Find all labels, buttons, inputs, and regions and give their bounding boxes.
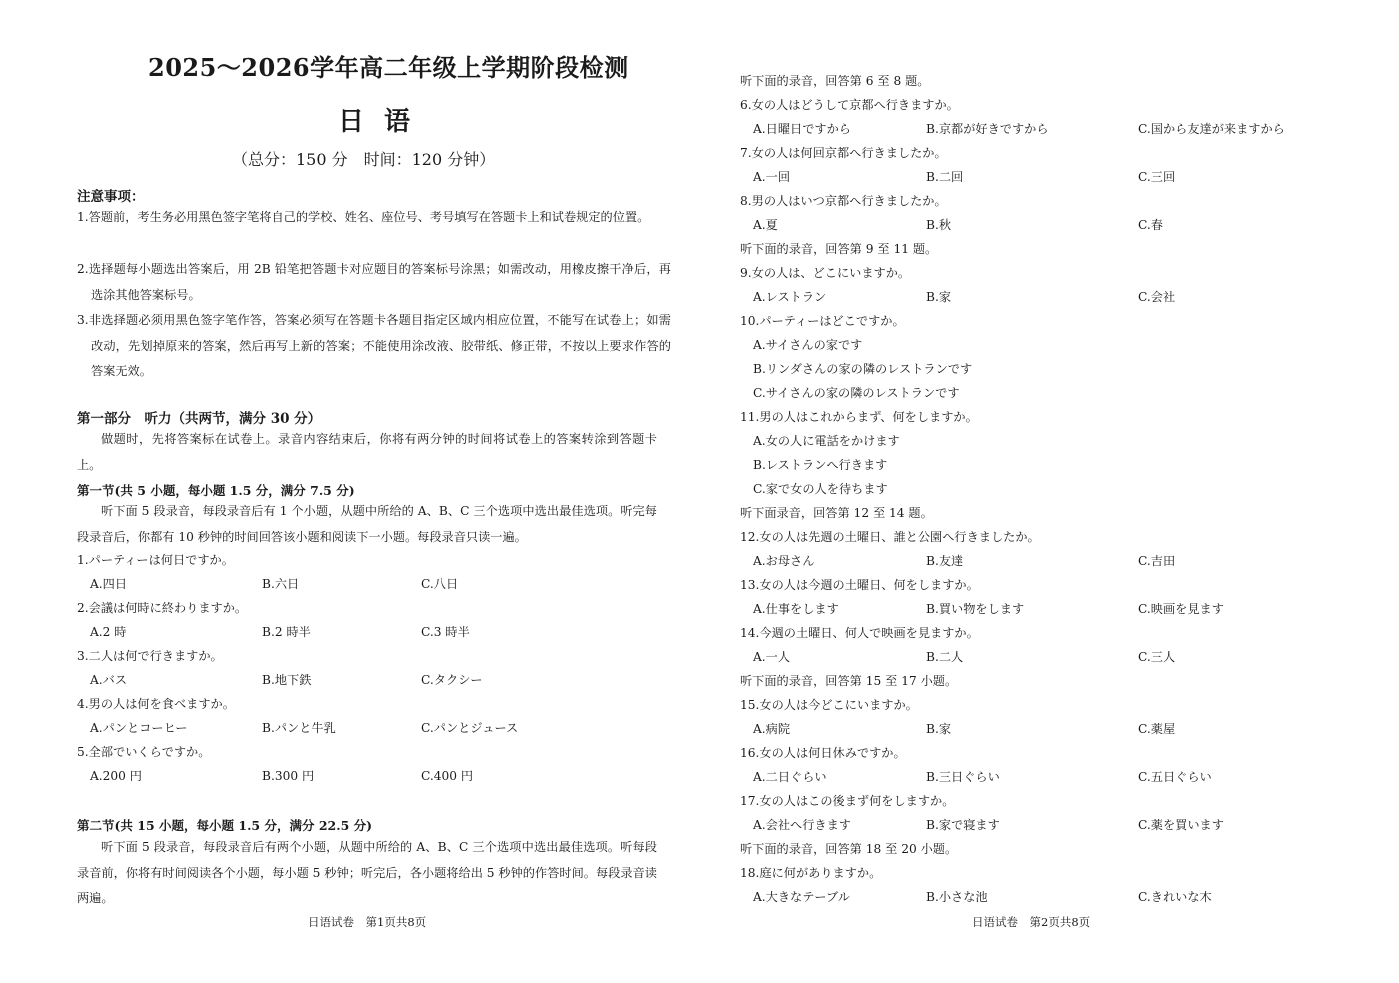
option-a: A.一人: [753, 650, 791, 664]
option-line: C.サイさんの家の隣のレストランです: [753, 386, 960, 400]
listening-instruction: 听下面的录音，回答第 15 至 17 小题。: [740, 674, 958, 688]
option-a: A.2 時: [90, 625, 127, 639]
part1-heading: 第一部分 听力（共两节，满分 30 分）: [77, 411, 322, 427]
option-a: A.パンとコーヒー: [90, 721, 188, 735]
option-c: C.映画を見ます: [1138, 602, 1224, 616]
option-a: A.バス: [90, 673, 128, 687]
question-text: 2.会議は何時に終わりますか。: [77, 601, 248, 615]
question-text: 9.女の人は、どこにいますか。: [740, 266, 911, 280]
listening-instruction: 听下面的录音，回答第 18 至 20 小题。: [740, 842, 958, 856]
option-b: B.2 時半: [262, 625, 311, 639]
option-c: C.薬屋: [1138, 722, 1176, 736]
option-b: B.秋: [926, 218, 952, 232]
page-footer: 日语试卷 第2页共8页: [972, 915, 1091, 929]
notice-item: 1.答题前，考生务必用黑色签字笔将自己的学校、姓名、座位号、考号填写在答题卡上和试卷规定的位置。: [77, 210, 650, 224]
listening-instruction: 听下面录音，回答第 12 至 14 题。: [740, 506, 933, 520]
page-footer: 日语试卷 第1页共8页: [308, 915, 427, 929]
question-text: 12.女の人は先週の土曜日、誰と公園へ行きましたか。: [740, 530, 1040, 544]
option-line: A.サイさんの家です: [753, 338, 863, 352]
exam-title: 2025～2026学年高二年级上学期阶段检测: [148, 53, 629, 82]
option-b: B.京都が好きですから: [926, 122, 1049, 136]
question-text: 14.今週の土曜日、何人で映画を見ますか。: [740, 626, 979, 640]
option-a: A.大きなテーブル: [753, 890, 850, 904]
question-text: 4.男の人は何を食べますか。: [77, 697, 235, 711]
option-c: C.五日ぐらい: [1138, 770, 1212, 784]
option-b: B.二人: [926, 650, 964, 664]
option-line: C.家で女の人を待ちます: [753, 482, 888, 496]
option-c: C.薬を買います: [1138, 818, 1224, 832]
option-b: B.買い物をします: [926, 602, 1025, 616]
question-text: 18.庭に何がありますか。: [740, 866, 882, 880]
section2-heading: 第二节(共 15 小题，每小题 1.5 分，满分 22.5 分): [77, 818, 373, 833]
question-text: 11.男の人はこれからまず、何をしますか。: [740, 410, 978, 424]
subject-title: 日语: [338, 107, 431, 137]
option-c: C.パンとジュース: [421, 721, 519, 735]
option-a: A.四日: [90, 577, 128, 591]
question-text: 10.パーティーはどこですか。: [740, 314, 905, 328]
option-c: C.きれいな木: [1138, 890, 1212, 904]
option-b: B.家: [926, 722, 952, 736]
option-a: A.病院: [753, 722, 791, 736]
question-text: 15.女の人は今どこにいますか。: [740, 698, 918, 712]
option-a: A.レストラン: [753, 290, 827, 304]
option-b: B.家: [926, 290, 952, 304]
question-text: 16.女の人は何日休みですか。: [740, 746, 906, 760]
option-a: A.夏: [753, 218, 778, 232]
option-a: A.会社へ行きます: [753, 818, 851, 832]
option-c: C.春: [1138, 218, 1163, 232]
option-a: A.仕事をします: [753, 602, 839, 616]
exam-info: （总分：150 分 时间：120 分钟）: [232, 150, 496, 169]
listening-instruction: 听下面的录音，回答第 9 至 11 题。: [740, 242, 938, 256]
option-c: C.3 時半: [421, 625, 470, 639]
option-b: B.パンと牛乳: [262, 721, 336, 735]
question-text: 8.男の人はいつ京都へ行きましたか。: [740, 194, 947, 208]
notice-item: 2.选择题每小题选出答案后，用 2B 铅笔把答题卡对应题目的答案标号涂黑；如需改动，用橡皮擦干净后，再选涂其他答案标号。: [77, 262, 671, 302]
question-text: 6.女の人はどうして京都へ行きますか。: [740, 98, 959, 112]
option-a: A.二日ぐらい: [753, 770, 827, 784]
question-text: 13.女の人は今週の土曜日、何をしますか。: [740, 578, 979, 592]
option-c: C.会社: [1138, 290, 1176, 304]
listening-instruction: 听下面的录音，回答第 6 至 8 题。: [740, 74, 930, 88]
notice-item: 3.非选择题必须用黑色签字笔作答，答案必须写在答题卡各题目指定区域内相应位置，不能写在试卷上；如需改动，先划掉原来的答案，然后再写上新的答案；不能使用涂改液、胶带纸、修正带，不按以上要求作答的答案无效。: [77, 313, 671, 379]
option-a: A.200 円: [90, 769, 142, 783]
option-b: B.家で寝ます: [926, 818, 1000, 832]
option-b: B.地下鉄: [262, 673, 312, 687]
option-line: B.リンダさんの家の隣のレストランです: [753, 362, 973, 376]
option-c: C.国から友達が来ますから: [1138, 122, 1285, 136]
option-b: B.小さな池: [926, 890, 988, 904]
question-text: 5.全部でいくらですか。: [77, 745, 211, 759]
option-b: B.300 円: [262, 769, 315, 783]
option-c: C.400 円: [421, 769, 474, 783]
option-c: C.三人: [1138, 650, 1176, 664]
option-c: C.八日: [421, 577, 459, 591]
option-b: B.三日ぐらい: [926, 770, 1000, 784]
question-text: 7.女の人は何回京都へ行きましたか。: [740, 146, 947, 160]
notice-heading: 注意事项：: [77, 189, 145, 205]
option-a: A.一回: [753, 170, 791, 184]
part1-intro: 做题时，先将答案标在试卷上。录音内容结束后，你将有两分钟的时间将试卷上的答案转涂到答题卡上。: [77, 432, 657, 472]
section1-heading: 第一节(共 5 小题，每小题 1.5 分，满分 7.5 分): [77, 483, 355, 498]
option-b: B.二回: [926, 170, 964, 184]
question-text: 1.パーティーは何日ですか。: [77, 553, 234, 567]
option-a: A.お母さん: [753, 554, 815, 568]
question-text: 3.二人は何で行きますか。: [77, 649, 223, 663]
option-c: C.タクシー: [421, 673, 483, 687]
option-a: A.日曜日ですから: [753, 122, 851, 136]
option-b: B.六日: [262, 577, 300, 591]
option-line: A.女の人に電話をかけます: [753, 434, 900, 448]
option-c: C.三回: [1138, 170, 1176, 184]
section2-intro: 听下面 5 段录音，每段录音后有两个小题，从题中所给的 A、B、C 三个选项中选出最佳选项。听每段录音前，你将有时间阅读各个小题，每小题 5 秒钟；听完后，各小题将给出 5 秒钟的作答时间。每段录音读两遍。: [77, 840, 657, 906]
option-c: C.吉田: [1138, 554, 1176, 568]
option-b: B.友達: [926, 554, 964, 568]
option-line: B.レストランへ行きます: [753, 458, 888, 472]
question-text: 17.女の人はこの後まず何をしますか。: [740, 794, 955, 808]
section1-intro: 听下面 5 段录音，每段录音后有 1 个小题，从题中所给的 A、B、C 三个选项中选出最佳选项。听完每段录音后，你都有 10 秒钟的时间回答该小题和阅读下一小题。每段录音只读一遍。: [77, 504, 657, 544]
